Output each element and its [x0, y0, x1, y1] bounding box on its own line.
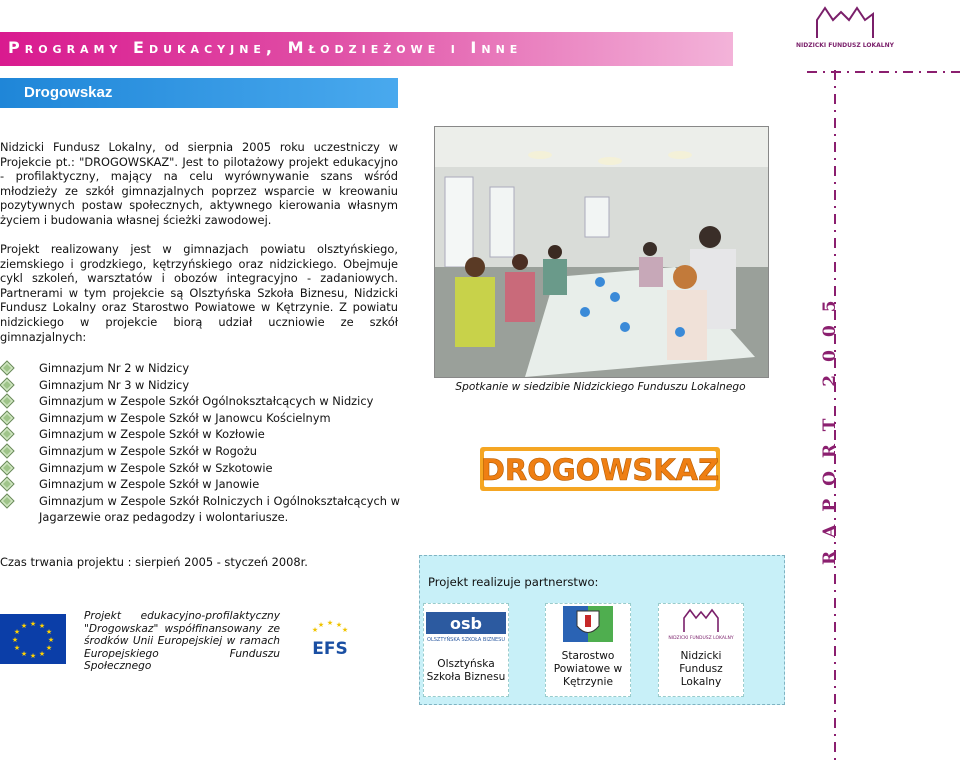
partner-card-starostwo: [545, 603, 631, 697]
nfl-partner-logo-icon: [668, 604, 734, 644]
meeting-photo: [434, 126, 769, 378]
svg-text:OLSZTYŃSKA SZKOŁA BIZNESU: OLSZTYŃSKA SZKOŁA BIZNESU: [427, 637, 505, 643]
subsection-title: Drogowskaz: [24, 84, 113, 101]
partner-title: Projekt realizuje partnerstwo:: [428, 575, 599, 589]
svg-text:★: ★: [20, 650, 28, 658]
diamond-bullet-icon: [0, 427, 14, 441]
list-item: Gimnazjum w Zespole Szkół w Janowcu Kościelnym: [0, 410, 400, 427]
photo-caption: Spotkanie w siedzibie Nidzickiego Funduszu Lokalnego: [455, 381, 746, 393]
diamond-bullet-icon: [0, 494, 14, 508]
diamond-bullet-icon: [0, 477, 14, 491]
efs-logo-text: EFS: [312, 639, 348, 659]
svg-text:★: ★: [29, 652, 37, 660]
raport-text: RAPORT 2005: [820, 287, 840, 565]
efs-logo: [300, 616, 360, 658]
list-item: Gimnazjum w Zespole Szkół w Rogożu: [0, 443, 400, 460]
eu-funding-text: Projekt edukacyjno-profilaktyczny "Drogowskaz" współfinansowany ze środków Unii Europejskiej w ramach Europejskiego Funduszu Społecznego: [84, 610, 280, 672]
svg-text:NIDZICKI FUNDUSZ LOKALNY: NIDZICKI FUNDUSZ LOKALNY: [668, 636, 734, 641]
list-item: Gimnazjum Nr 3 w Nidzicy: [0, 377, 400, 394]
partner-label-nfl: Nidzicki Fundusz Lokalny: [679, 650, 723, 688]
osb-logo-icon: [426, 612, 506, 642]
drogowskaz-logo-text: DROGOWSKAZ: [480, 453, 720, 487]
project-duration: Czas trwania projektu : sierpień 2005 - styczeń 2008r.: [0, 555, 308, 569]
list-item: Gimnazjum w Zespole Szkół w Kozłowie: [0, 426, 400, 443]
svg-text:★: ★: [38, 650, 46, 658]
coat-of-arms-icon: [563, 606, 613, 642]
diamond-bullet-icon: [0, 378, 14, 392]
list-item: Gimnazjum w Zespole Szkół w Szkotowie: [0, 460, 400, 477]
diamond-bullet-icon: [0, 394, 14, 408]
svg-text:osb: osb: [450, 614, 482, 633]
svg-text:★: ★: [11, 636, 19, 644]
svg-text:★: ★: [38, 622, 46, 630]
svg-text:★: ★: [13, 644, 21, 652]
intro-paragraph-2: Projekt realizowany jest w gimnazjach powiatu olsztyńskiego, ziemskiego i grodzkiego, kętrzyńskiego oraz nidzickiego. Obejmuje cykl szkoleń, warsztatów i obozów integracyjno - zadaniowych. Partnerami w tym projekcie są Olsztyńska Szkoła Biznesu, Nidzicki Fundusz Lokalny oraz Starostwo Powiatowe w Kętrzynie. Z powiatu nidzickiego w projekcie biorą udział uczniowie ze szkół gimnazjalnych:: [0, 242, 398, 344]
list-item: Gimnazjum w Zespole Szkół w Janowie: [0, 476, 400, 493]
svg-text:★: ★: [311, 626, 319, 634]
subsection-bar: [0, 78, 398, 108]
partner-card-osb: [423, 603, 509, 697]
svg-text:★: ★: [317, 621, 325, 629]
diamond-bullet-icon: [0, 361, 14, 375]
meeting-photo-image: [435, 127, 768, 377]
diamond-bullet-icon: [0, 461, 14, 475]
diamond-bullet-icon: [0, 444, 14, 458]
svg-text:★: ★: [47, 636, 55, 644]
list-item: Gimnazjum w Zespole Szkół Rolniczych i Ogólnokształcących w Jagarzewie oraz pedagodzy i wolontariusze.: [0, 493, 400, 526]
svg-text:★: ★: [335, 621, 343, 629]
svg-text:★: ★: [341, 626, 349, 634]
partner-label-starostwo: Starostwo Powiatowe w Kętrzynie: [553, 650, 623, 688]
eu-flag-icon: [0, 614, 66, 664]
raport-2005-vertical: [820, 250, 840, 580]
svg-text:★: ★: [29, 620, 37, 628]
nfl-logo-text: NIDZICKI FUNDUSZ LOKALNY: [796, 42, 894, 49]
nfl-header-logo: [796, 0, 894, 56]
banner-title: Programy Edukacyjne, Młodzieżowe i Inne: [8, 38, 523, 57]
list-item: Gimnazjum Nr 2 w Nidzicy: [0, 360, 400, 377]
drogowskaz-logo: [480, 447, 720, 491]
svg-text:★: ★: [45, 644, 53, 652]
partner-card-nfl: [658, 603, 744, 697]
intro-paragraph-1: Nidzicki Fundusz Lokalny, od sierpnia 2005 roku uczestniczy w Projekcie pt.: "DROGOWSKAZ". Jest to pilotażowy projekt edukacyjno - profilaktyczny, mający na celu wyrównywanie szans wśród młodzieży ze szkół gimnazjalnych poprzez wsparcie w kreowaniu pozytywnych postaw społecznych, aktywnego kierowania własnym życiem i budowania własnej ścieżki zawodowej.: [0, 140, 398, 227]
svg-text:★: ★: [13, 628, 21, 636]
section-banner: [0, 32, 733, 66]
diamond-bullet-icon: [0, 411, 14, 425]
svg-text:★: ★: [20, 622, 28, 630]
list-item: Gimnazjum w Zespole Szkół Ogólnokształcących w Nidzicy: [0, 393, 400, 410]
partner-label-osb: Olsztyńska Szkoła Biznesu: [426, 658, 506, 683]
svg-text:★: ★: [45, 628, 53, 636]
school-list: [0, 360, 400, 526]
svg-text:★: ★: [326, 619, 334, 627]
